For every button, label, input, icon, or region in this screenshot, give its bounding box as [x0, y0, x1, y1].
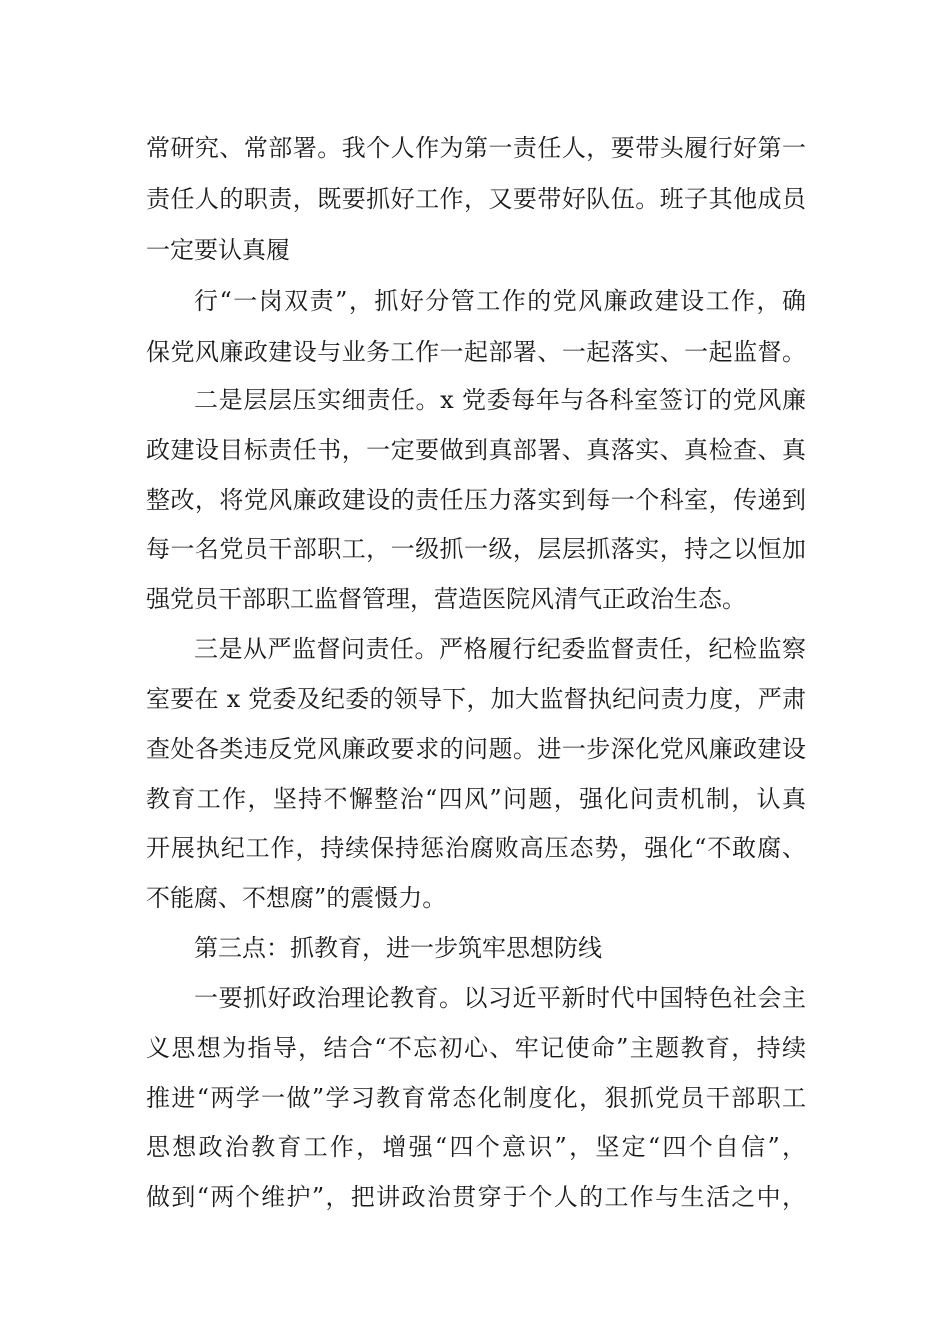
text-line: 一定要认真履 [146, 236, 290, 264]
text-line: 义思想为指导，结合“不忘初心、牢记使命”主题教育，持续 [146, 1034, 806, 1062]
text-line: 政建设目标责任书，一定要做到真部署、真落实、真检查、真 [146, 436, 806, 464]
text-line: 不能腐、不想腐”的震慑力。 [146, 884, 447, 912]
text-line: 查处各类违反党风廉政要求的问题。进一步深化党风廉政建设 [146, 735, 806, 763]
text-line: 整改，将党风廉政建设的责任压力落实到每一个科室，传递到 [146, 486, 806, 514]
text-line: 常研究、常部署。我个人作为第一责任人，要带头履行好第一 [146, 134, 806, 162]
text-line: 思想政治教育工作，增强“四个意识”，坚定“四个自信”， [146, 1133, 806, 1161]
text-line: 保党风廉政建设与业务工作一起部署、一起落实、一起监督。 [146, 338, 806, 366]
text-line: 强党员干部职工监督管理，营造医院风清气正政治生态。 [146, 585, 746, 613]
text-line: 做到“两个维护”，把讲政治贯穿于个人的工作与生活之中， [146, 1183, 806, 1211]
text-line: 室要在 x 党委及纪委的领导下，加大监督执纪问责力度，严肃 [146, 685, 806, 713]
text-line: 二是层层压实细责任。x 党委每年与各科室签订的党风廉 [194, 386, 806, 414]
text-line: 教育工作，坚持不懈整治“四风”问题，强化问责机制，认真 [146, 785, 806, 813]
text-line: 一要抓好政治理论教育。以习近平新时代中国特色社会主 [194, 984, 806, 1012]
section-heading: 第三点：抓教育，进一步筑牢思想防线 [194, 934, 602, 962]
text-line: 推进“两学一做”学习教育常态化制度化，狠抓党员干部职工 [146, 1084, 806, 1112]
text-line: 责任人的职责，既要抓好工作，又要带好队伍。班子其他成员 [146, 185, 806, 213]
text-line: 每一名党员干部职工，一级抓一级，层层抓落实，持之以恒加 [146, 535, 806, 563]
text-line: 行“一岗双责”，抓好分管工作的党风廉政建设工作，确 [194, 287, 806, 315]
text-line: 开展执纪工作，持续保持惩治腐败高压态势，强化“不敢腐、 [146, 834, 806, 862]
text-line: 三是从严监督问责任。严格履行纪委监督责任，纪检监察 [194, 635, 806, 663]
